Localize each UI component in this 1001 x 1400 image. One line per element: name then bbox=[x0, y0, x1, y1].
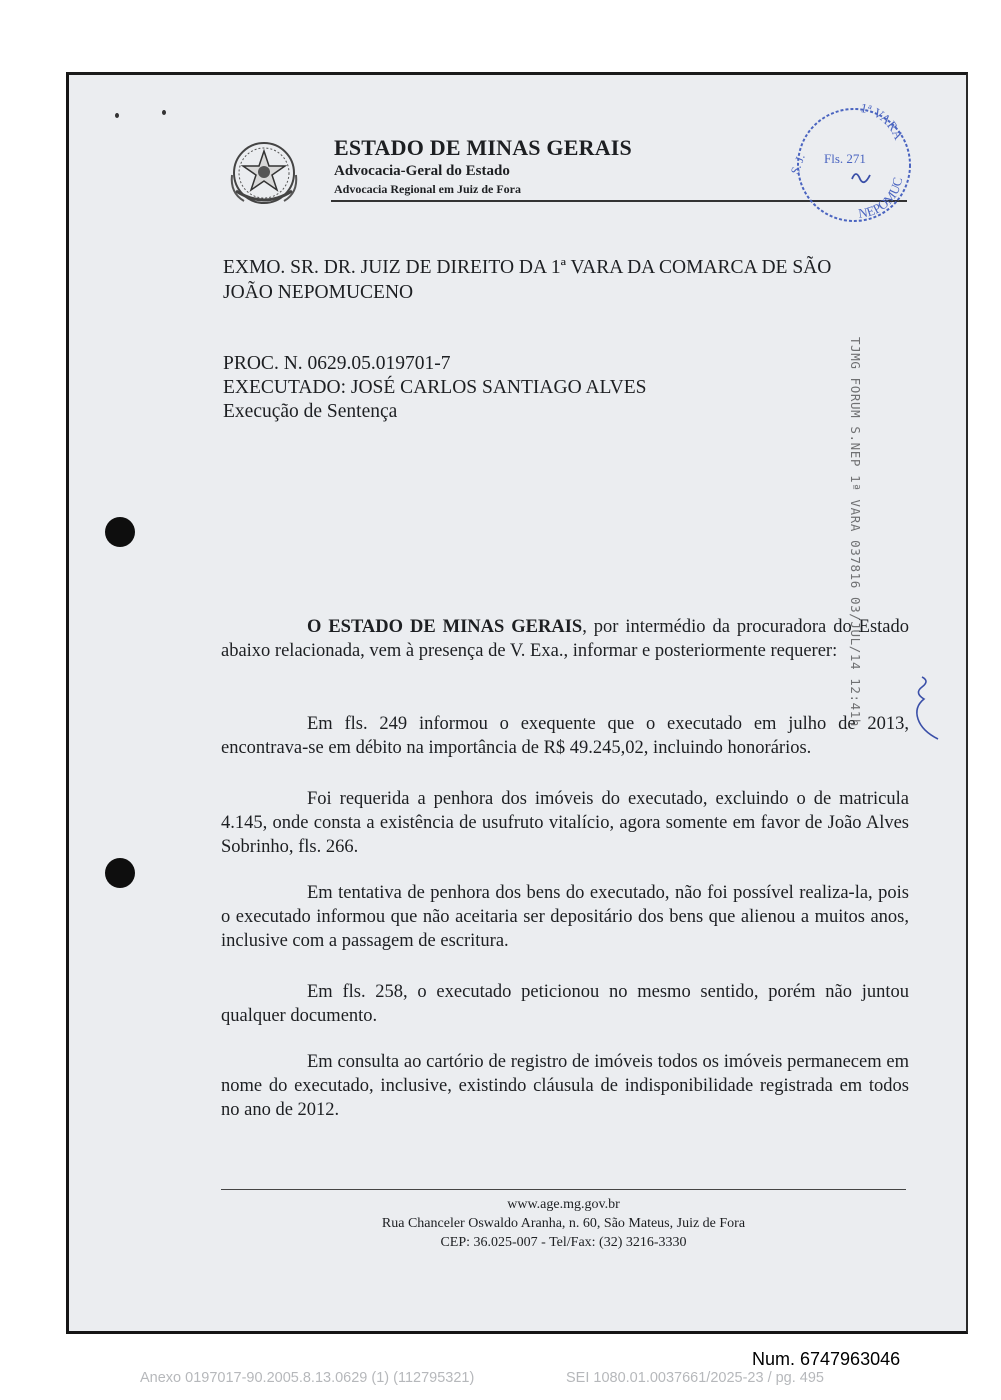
header-title: ESTADO DE MINAS GERAIS bbox=[334, 135, 632, 160]
paragraph-3 bbox=[221, 787, 909, 859]
addressee bbox=[223, 255, 831, 305]
handwritten-mark-icon bbox=[912, 675, 942, 745]
court-stamp bbox=[784, 95, 924, 225]
addressee-line1: EXMO. SR. DR. JUIZ DE DIREITO DA 1ª VARA DA COMARCA DE SÃO bbox=[223, 257, 832, 278]
header-subtitle: Advocacia-Geral do Estado bbox=[334, 163, 510, 179]
footer-rule bbox=[221, 1189, 906, 1190]
paragraph-intro-bold: O ESTADO DE MINAS GERAIS bbox=[307, 617, 583, 637]
paragraph-4-text: Em tentativa de penhora dos bens do executado, não foi possível realiza-la, pois o executado informou que não aceitaria ser depositário dos bens que alienou a muitos anos, inclusive com a passagem de escritura. bbox=[221, 883, 909, 951]
process-executed: EXECUTADO: JOSÉ CARLOS SANTIAGO ALVES bbox=[223, 377, 647, 398]
process-number: PROC. N. 0629.05.019701-7 bbox=[223, 353, 451, 374]
header-regional: Advocacia Regional em Juiz de Fora bbox=[334, 182, 521, 196]
svg-text:1ª VARA bbox=[859, 100, 906, 143]
paragraph-4 bbox=[221, 881, 909, 953]
stamp-top-text: 1ª VARA bbox=[859, 99, 907, 142]
scan-speck bbox=[162, 110, 166, 115]
punch-hole bbox=[105, 858, 135, 888]
sei-reference: SEI 1080.01.0037661/2025-23 / pg. 495 bbox=[566, 1370, 824, 1386]
scanned-page bbox=[66, 72, 968, 1334]
stamp-bottom-text: NEPOMUC bbox=[857, 175, 906, 221]
stamp-folio: Fls. 271 bbox=[824, 151, 866, 166]
paragraph-3-text: Foi requerida a penhora dos imóveis do executado, excluindo o de matricula 4.145, onde consta a existência de usufruto vitalício, agora somente em favor de João Alves Sobrinho, fls. 266. bbox=[221, 789, 909, 857]
paragraph-6-text: Em consulta ao cartório de registro de imóveis todos os imóveis permanecem em nome do executado, inclusive, existindo cláusula de indisponibilidade registrada em todos no ano de 2012. bbox=[221, 1052, 909, 1120]
stamp-left-text: S. J. bbox=[787, 152, 808, 177]
process-type: Execução de Sentença bbox=[223, 401, 398, 422]
protocol-stamp: TJMG FORUM S.NEP 1ª VARA 037816 03/JUL/14 12:41h bbox=[848, 337, 863, 728]
scan-speck bbox=[115, 113, 119, 118]
paragraph-5 bbox=[221, 980, 909, 1028]
footer-website: www.age.mg.gov.br bbox=[507, 1197, 620, 1212]
process-info bbox=[223, 352, 647, 424]
paragraph-5-text: Em fls. 258, o executado peticionou no mesmo sentido, porém não juntou qualquer documento. bbox=[221, 982, 909, 1026]
paragraph-2 bbox=[221, 712, 909, 760]
document-number: Num. 6747963046 bbox=[752, 1349, 901, 1369]
annex-reference: Anexo 0197017-90.2005.8.13.0629 (1) (112795321) bbox=[140, 1370, 475, 1386]
paragraph-6 bbox=[221, 1050, 909, 1122]
punch-hole bbox=[105, 517, 135, 547]
footer-contact: CEP: 36.025-007 - Tel/Fax: (32) 3216-3330 bbox=[440, 1235, 687, 1250]
paragraph-2-text: Em fls. 249 informou o exequente que o executado em julho de 2013, encontrava-se em débito na importância de R$ 49.245,02, incluindo honorários. bbox=[221, 714, 909, 758]
addressee-line2: JOÃO NEPOMUCENO bbox=[223, 282, 414, 303]
paragraph-intro-text: , por intermédio da procuradora do Estado abaixo relacionada, vem à presença de V. Exa., informar e posteriormente requerer: bbox=[221, 617, 909, 661]
footer-address: Rua Chanceler Oswaldo Aranha, n. 60, São Mateus, Juiz de Fora bbox=[381, 1216, 746, 1231]
paragraph-intro bbox=[221, 615, 909, 663]
coat-of-arms-icon bbox=[224, 135, 304, 215]
